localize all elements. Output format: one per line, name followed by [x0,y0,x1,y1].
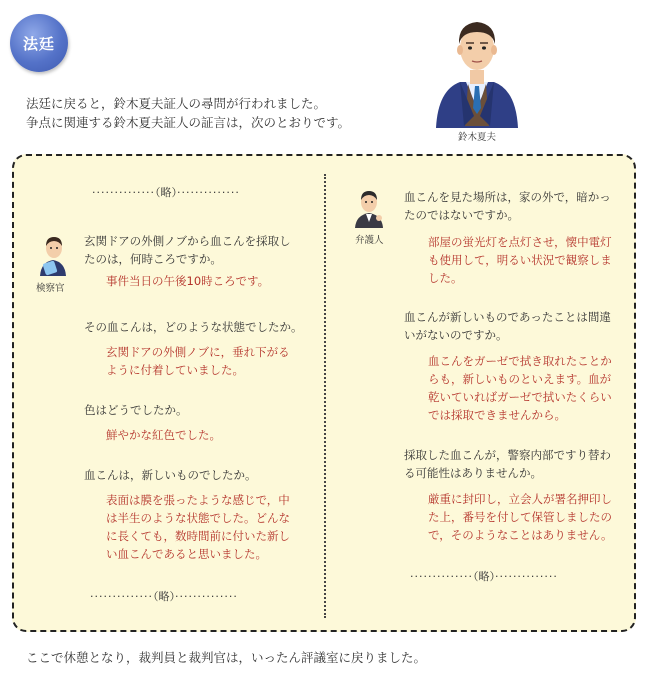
left-a3-line1: 鮮やかな紅色でした。 [106,428,221,442]
left-q3 [84,401,188,419]
right-a2-line3: 乾いていればガーゼで拭いたくらい [428,390,612,404]
left-a3 [106,426,221,444]
right-a3-line2: た上，番号を付して保管しましたの [428,510,612,524]
right-a2-line4: では採取できませんから。 [428,408,566,422]
right-q1 [404,188,611,224]
left-q1-line2: たのは，何時ころですか。 [84,252,222,266]
left-q1 [84,232,291,268]
left-a4-line2: は半生のような状態でした。どんな [106,511,290,525]
court-badge: 法廷 [10,14,68,72]
right-q3-line2: る可能性はありませんか。 [404,466,542,480]
right-a3-line1: 厳重に封印し，立会人が署名押印し [428,492,612,506]
right-a2 [428,352,612,424]
column-divider [324,174,326,618]
left-a4 [106,491,290,563]
right-q3 [404,446,611,482]
intro-line-1: 法廷に戻ると，鈴木夏夫証人の尋問が行われました。 [26,96,327,111]
left-q4 [84,466,257,484]
left-a2-line1: 玄関ドアの外側ノブに，垂れ下がる [106,345,290,359]
right-a2-line1: 血こんをガーゼで拭き取れたことか [428,354,612,368]
right-q2-line1: 血こんが新しいものであったことは間違 [404,310,611,324]
left-a2 [106,343,290,379]
left-q1-line1: 玄関ドアの外側ノブから血こんを採取し [84,234,291,248]
left-a4-line4: い血こんであると思いました。 [106,547,267,561]
defense-attorney-label: 弁護人 [355,235,384,246]
left-q2-line1: その血こんは，どのような状態でしたか。 [84,320,303,334]
right-a1 [428,233,612,287]
ryaku-top-left: ··············（略）·············· [92,186,240,199]
right-q2 [404,308,611,344]
right-a3-line3: で，そのようなことはありません。 [428,528,613,542]
left-q2 [84,318,303,336]
left-a2-line2: ように付着していました。 [106,363,244,377]
right-q1-line1: 血こんを見た場所は，家の外で，暗かっ [404,190,611,204]
footer-text: ここで休憩となり，裁判員と裁判官は，いったん評議室に戻りました。 [26,650,427,665]
right-q1-line2: たのではないですか。 [404,208,519,222]
ryaku-bottom-left: ··············（略）·············· [90,590,238,603]
right-a1-line1: 部屋の蛍光灯を点灯させ，懐中電灯 [428,235,612,249]
prosecutor-label: 検察官 [36,283,65,294]
left-a1 [106,272,269,290]
left-a4-line1: 表面は膜を張ったような感じで，中 [106,493,290,507]
right-q2-line2: いがないのですか。 [404,328,508,342]
left-a4-line3: に長くても，数時間前に付いた新し [106,529,290,543]
right-a1-line2: も使用して，明るい状況で観察しま [428,253,612,267]
left-a1-line1: 事件当日の午後10時ころです。 [106,274,270,288]
right-a1-line3: した。 [428,271,463,285]
witness-name: 鈴木夏夫 [457,132,496,143]
defense-attorney-avatar-icon [352,188,386,228]
left-q4-line1: 血こんは，新しいものでしたか。 [84,468,257,482]
ryaku-bottom-right: ··············（略）·············· [410,570,558,583]
prosecutor-avatar-icon [36,232,70,276]
intro-line-2: 争点に関連する鈴木夏夫証人の証言は，次のとおりです。 [26,115,351,130]
right-a2-line2: らも，新しいものといえます。血が [428,372,612,386]
right-a3 [428,490,612,544]
left-q3-line1: 色はどうでしたか。 [84,403,188,417]
intro-text [26,94,350,132]
right-q3-line1: 採取した血こんが，警察内部ですり替わ [404,448,611,462]
